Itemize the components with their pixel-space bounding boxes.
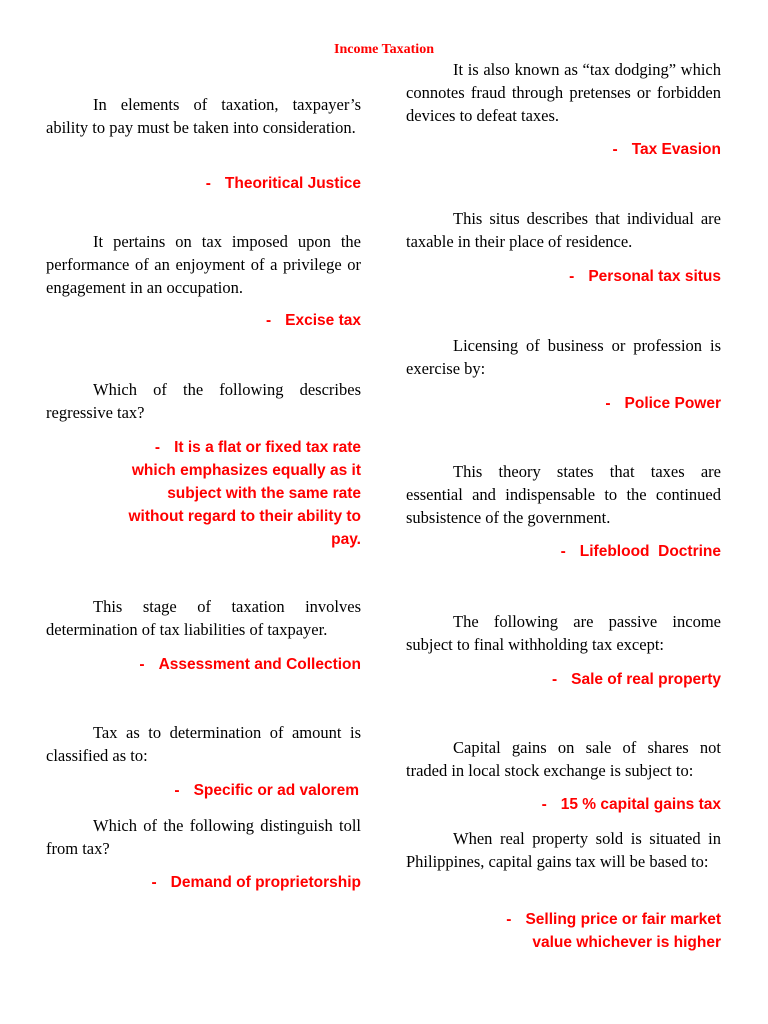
answer-dash: - xyxy=(205,175,211,192)
answer-text xyxy=(139,653,361,676)
question-text: Tax as to determination of amount is classified as to: xyxy=(46,723,361,765)
answer-label: Lifeblood Doctrine xyxy=(579,543,721,560)
answer-text xyxy=(266,309,361,332)
answer-text xyxy=(206,172,361,195)
answer-label: Theoritical Justice xyxy=(224,175,361,192)
document-title: Income Taxation xyxy=(334,42,434,57)
question-text: This situs describes that individual are taxable in their place of residence. xyxy=(406,209,721,251)
question-text: It pertains on tax imposed upon the performance of an enjoyment of a privilege or engagement in an occupation. xyxy=(46,232,361,297)
question-text: When real property sold is situated in Philippines, capital gains tax will be based to: xyxy=(406,829,721,871)
answer-dash: - xyxy=(139,656,145,673)
question-text: The following are passive income subject to final withholding tax except: xyxy=(406,612,721,654)
answer-dash: - xyxy=(174,782,180,799)
answer-dash: - xyxy=(506,911,512,928)
answer-dash: - xyxy=(265,312,272,329)
answer-dash: - xyxy=(560,543,566,560)
answer-label: Demand of proprietorship xyxy=(170,874,361,891)
answer-label: Specific or ad valorem xyxy=(193,782,359,799)
answer-text xyxy=(561,540,721,563)
question-text: Which of the following describes regressive tax? xyxy=(46,380,361,422)
question-text: This theory states that taxes are essential and indispensable to the continued subsistence of the government. xyxy=(406,462,721,527)
answer-text xyxy=(552,668,721,691)
question-text: It is also known as “tax dodging” which connotes fraud through pretenses or forbidden devices to defeat taxes. xyxy=(406,60,721,125)
answer-dash: - xyxy=(154,439,161,456)
answer-dash: - xyxy=(541,796,547,813)
answer-label: Selling price or fair market value whichever is higher xyxy=(525,911,721,951)
question-text: In elements of taxation, taxpayer’s ability to pay must be taken into consideration. xyxy=(46,95,361,137)
answer-text xyxy=(569,265,721,288)
answer-label: 15 % capital gains tax xyxy=(560,796,721,813)
answer-dash: - xyxy=(551,671,558,688)
question-text: Which of the following distinguish toll from tax? xyxy=(46,816,361,858)
answer-text xyxy=(542,793,721,816)
answer-text xyxy=(152,871,362,894)
answer-label: Tax Evasion xyxy=(631,141,721,158)
answer-text xyxy=(484,908,721,954)
question-text: Capital gains on sale of shares not traded in local stock exchange is subject to: xyxy=(406,738,721,780)
answer-label: Excise tax xyxy=(285,312,361,329)
answer-dash: - xyxy=(612,141,618,158)
answer-dash: - xyxy=(151,874,157,891)
answer-text xyxy=(605,392,721,415)
answer-label: It is a flat or fixed tax rate which emphasizes equally as it subject with the same rate without regard to their ability to pay. xyxy=(128,439,361,548)
answer-label: Sale of real property xyxy=(571,671,721,688)
answer-text xyxy=(174,779,359,802)
answer-label: Personal tax situs xyxy=(588,268,721,285)
answer-label: Assessment and Collection xyxy=(158,656,361,673)
answer-label: Police Power xyxy=(624,395,721,412)
answer-dash: - xyxy=(569,268,575,285)
question-text: This stage of taxation involves determination of tax liabilities of taxpayer. xyxy=(46,597,361,639)
answer-text xyxy=(118,436,361,551)
question-text: Licensing of business or profession is exercise by: xyxy=(406,336,721,378)
answer-dash: - xyxy=(605,395,611,412)
answer-text xyxy=(613,138,721,161)
